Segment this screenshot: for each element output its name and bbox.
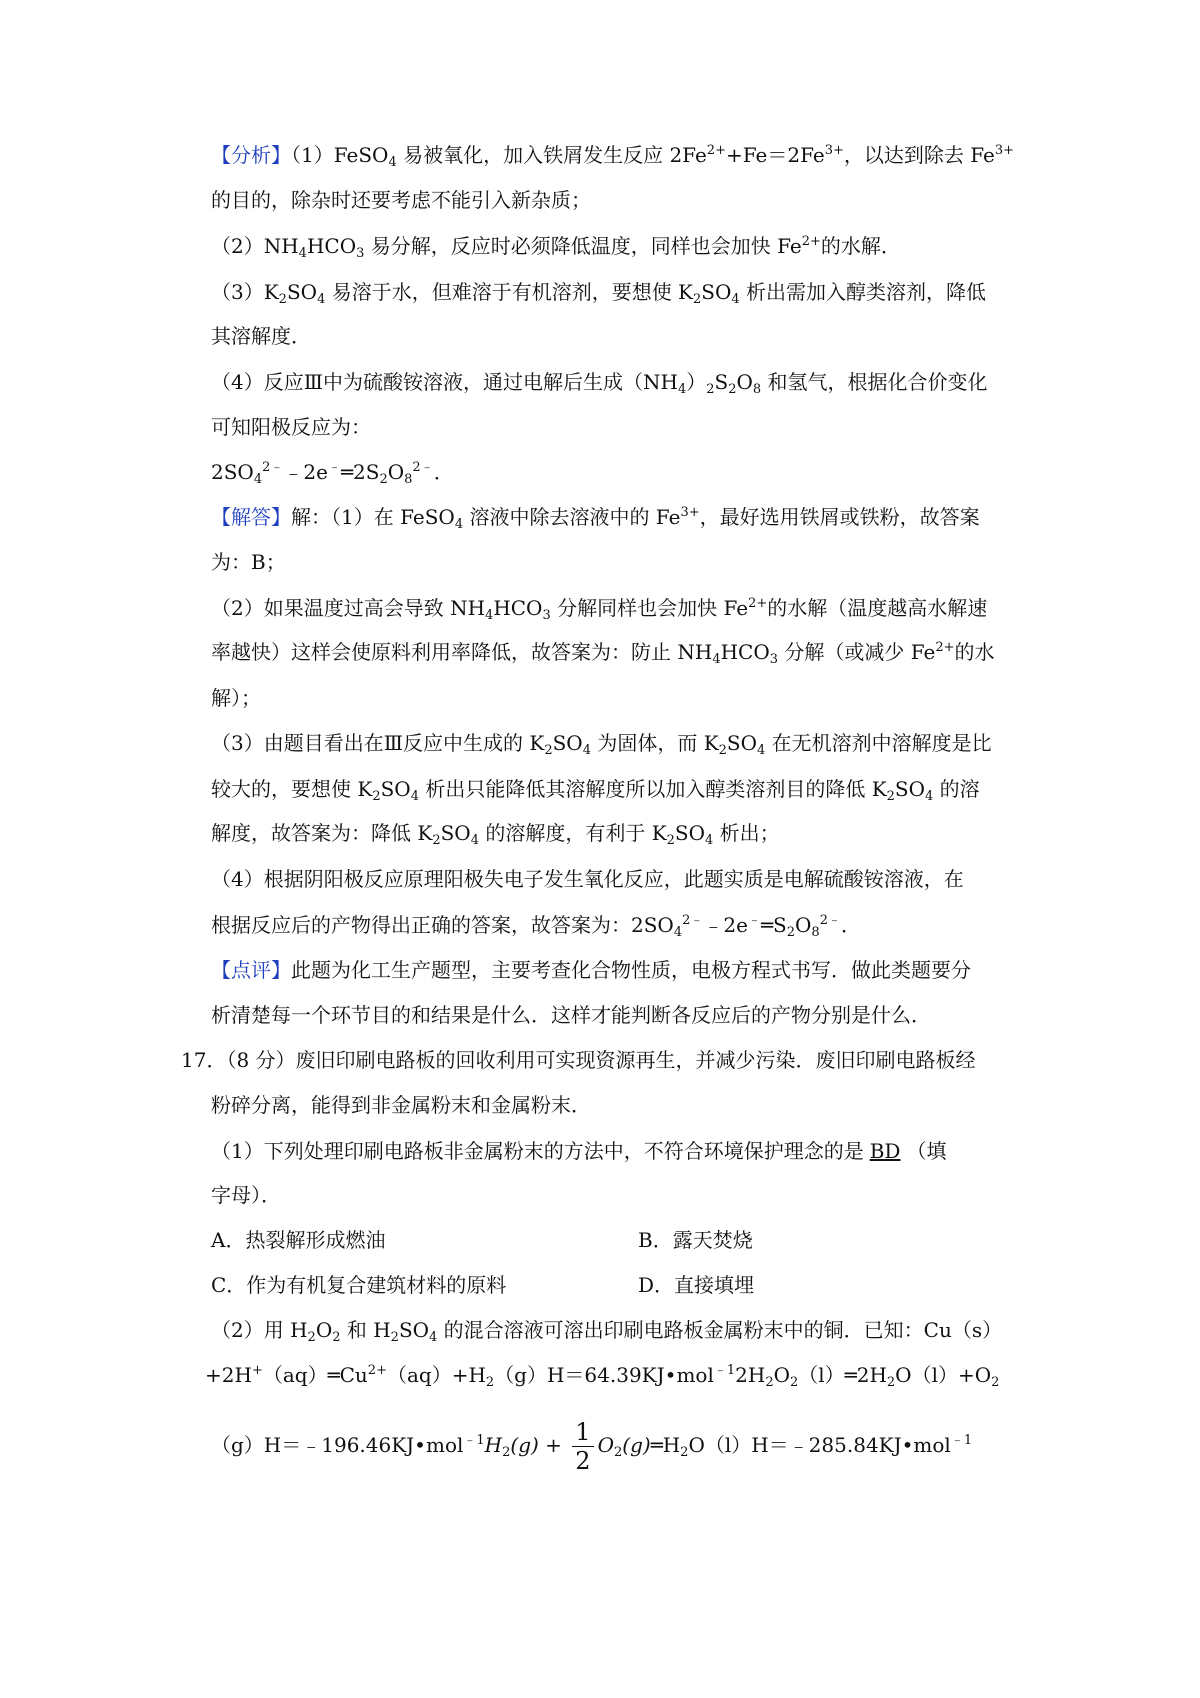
analysis-line-1: 【分析】（1）FeSO$_4$ 易被氧化，加入铁屑发生反应 $2Fe^{2+}+Fe=2Fe^{3+}$，以达到除去 $Fe^{3+}$: [211, 143, 1015, 170]
solution-line-6: （3）由题目看出在Ⅲ反应中生成的 $K_2SO_4$ 为固体，而 $K_2SO_4$ 在无机溶剂中溶解度是比: [211, 731, 992, 758]
solution-tag: 【解答】: [211, 505, 291, 529]
solution-line-7: 较大的，要想使 $K_2SO_4$ 析出只能降低其溶解度所以加入醇类溶剂目的降低 $K_2SO_4$ 的溶: [211, 777, 980, 804]
fraction-one-half: $\frac{1}{2}$: [572, 1418, 593, 1475]
q17-sub2-line-2: $+2H^+(aq)═Cu^{2+}(aq)+H_2(g)H=64.39KJ•mol^{﹣1}2H_2O_2(l)═2H_2O(l)+O_2$: [205, 1363, 1000, 1390]
analysis-line-6: （4）反应Ⅲ中为硫酸铵溶液，通过电解后生成$(NH_4)_2S_2O_8$ 和氢气，根据化合价变化: [211, 370, 988, 397]
solution-line-3: （2）如果温度过高会导致 $NH_4HCO_3$ 分解同样也会加快 $Fe^{2+}$的水解（温度越高水解速: [211, 596, 988, 623]
comment-line-1: 【点评】此题为化工生产题型，主要考查化合物性质，电极方程式书写．做此类题要分: [211, 958, 971, 982]
solution-line-2: 为：B；: [211, 550, 286, 574]
q17-line-2: 粉碎分离，能得到非金属粉末和金属粉末．: [211, 1093, 591, 1117]
solution-line-4: 率越快）这样会使原料利用率降低，故答案为：防止 $NH_4HCO_3$ 分解（或减少 $Fe^{2+}$的水: [211, 640, 995, 667]
analysis-equation: $2SO_4^{2﹣}﹣2e^﹣═2S_2O_8^{2﹣}$．: [211, 460, 454, 487]
comment-tag: 【点评】: [211, 958, 291, 982]
option-c: C．作为有机复合建筑材料的原料: [211, 1273, 507, 1297]
q17-sub2-line-1: （2）用 $H_2O_2$ 和 $H_2SO_4$ 的混合溶液可溶出印刷电路板金属粉末中的铜．已知：Cu（s）: [211, 1318, 1003, 1345]
solution-line-9: （4）根据阴阳极反应原理阳极失电子发生氧化反应，此题实质是电解硫酸铵溶液，在: [211, 867, 964, 891]
analysis-line-2: 的目的，除杂时还要考虑不能引入新杂质；: [211, 188, 591, 212]
solution-line-5: 解）；: [211, 686, 261, 710]
solution-line-10: 根据反应后的产物得出正确的答案，故答案为：$2SO_4^{2﹣}﹣2e^﹣═S_2O_8^{2﹣}$．: [211, 913, 861, 940]
analysis-line-5: 其溶解度．: [211, 324, 311, 348]
comment-line-2: 析清楚每一个环节目的和结果是什么．这样才能判断各反应后的产物分别是什么．: [211, 1003, 931, 1027]
q17-line-1: 17．（8 分）废旧印刷电路板的回收利用可实现资源再生，并减少污染．废旧印刷电路板经: [181, 1048, 976, 1072]
option-d: D．直接填埋: [638, 1273, 755, 1297]
analysis-line-3: $(2)NH_4HCO_3$ 易分解，反应时必须降低温度，同样也会加快 $Fe^{2+}$的水解．: [211, 234, 901, 261]
q17-sub1-line-2: 字母）．: [211, 1183, 281, 1207]
solution-line-8: 解度，故答案为：降低 $K_2SO_4$ 的溶解度，有利于 $K_2SO_4$ 析出；: [211, 821, 780, 848]
analysis-tag: 【分析】: [211, 143, 291, 167]
analysis-line-7: 可知阳极反应为：: [211, 415, 371, 439]
option-b: B．露天焚烧: [638, 1228, 753, 1252]
option-a: A．热裂解形成燃油: [211, 1228, 386, 1252]
analysis-line-4: $(3)K_2SO_4$ 易溶于水，但难溶于有机溶剂，要想使 $K_2SO_4$ 析出需加入醇类溶剂，降低: [211, 280, 987, 307]
q17-sub2-line-3: $(g)H=﹣196.46KJ•mol^{﹣1}H_2(g)$ + $\frac{1}{2}$ $O_2(g)═H_2O(l)H=﹣285.84KJ•mol^{﹣1}$: [211, 1418, 973, 1475]
q17-sub1-line-1: （1）下列处理印刷电路板非金属粉末的方法中，不符合环境保护理念的是 BD （填: [211, 1139, 947, 1163]
solution-line-1: 【解答】解：（1）在 FeSO$_4$ 溶液中除去溶液中的 $Fe^{3+}$，最好选用铁屑或铁粉，故答案: [211, 505, 980, 532]
answer-blank: BD: [869, 1139, 901, 1163]
